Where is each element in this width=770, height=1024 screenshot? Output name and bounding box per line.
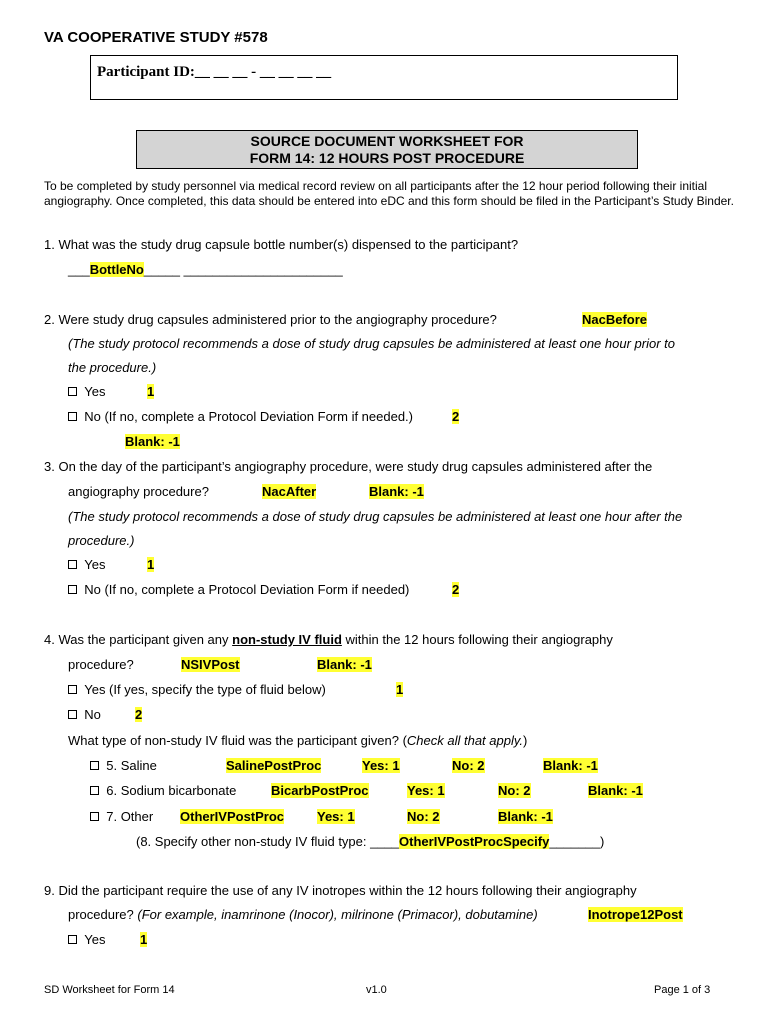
participant-id-label: Participant ID:__ __ __ - __ __ __ __: [97, 64, 332, 80]
q4-yes-code: 1: [396, 682, 404, 697]
q2-text: 2. Were study drug capsules administered prior to the angiography procedure?: [44, 312, 497, 327]
saline-field: SalinePostProc: [226, 758, 322, 773]
q3-option-yes: Yes: [68, 557, 105, 572]
other-yes: Yes: 1: [317, 809, 355, 824]
header-line-1: SOURCE DOCUMENT WORKSHEET FOR: [250, 133, 524, 149]
saline-yes: Yes: 1: [362, 758, 400, 773]
other-field: OtherIVPostProc: [180, 809, 285, 824]
checkbox[interactable]: [68, 387, 77, 396]
q3-no-code: 2: [452, 582, 460, 597]
q3-option-no: No (If no, complete a Protocol Deviation Form if needed): [68, 582, 409, 597]
other-specify-field: OtherIVPostProcSpecify: [399, 834, 550, 849]
q1-answer-line: ___BottleNo_____ ______________________: [68, 262, 343, 277]
checkbox[interactable]: [68, 585, 77, 594]
q3-yes-code: 1: [147, 557, 155, 572]
q2-note-line-1: (The study protocol recommends a dose of study drug capsules be administered at least one hour prior to: [68, 336, 675, 351]
worksheet-header: [136, 130, 638, 169]
q3-note-line-1: (The study protocol recommends a dose of study drug capsules be administered at least one hour after the: [68, 509, 683, 524]
q2-option-yes: Yes: [68, 384, 105, 399]
other-option: 7. Other: [90, 809, 153, 824]
q4-blank: Blank: -1: [317, 657, 372, 672]
q3-text-line-1: 3. On the day of the participant’s angiography procedure, were study drug capsules administered after the: [44, 459, 653, 474]
bicarb-yes: Yes: 1: [407, 783, 445, 798]
checkbox[interactable]: [68, 935, 77, 944]
bicarb-no: No: 2: [498, 783, 531, 798]
q3-note-line-2: procedure.): [68, 533, 135, 548]
footer-version: v1.0: [366, 984, 387, 996]
other-specify-line: (8. Specify other non-study IV fluid type: ____OtherIVPostProcSpecify_______): [136, 834, 605, 849]
saline-no: No: 2: [452, 758, 485, 773]
checkbox[interactable]: [90, 786, 99, 795]
checkbox[interactable]: [68, 560, 77, 569]
header-line-2: FORM 14: 12 HOURS POST PROCEDURE: [249, 150, 525, 166]
q3-blank: Blank: -1: [369, 484, 424, 499]
q2-field: NacBefore: [582, 312, 648, 327]
q1-text: 1. What was the study drug capsule bottle number(s) dispensed to the participant?: [44, 237, 519, 252]
footer-page-number: Page 1 of 3: [654, 984, 711, 996]
participant-id-box: [90, 55, 678, 100]
q9-yes-code: 1: [140, 932, 148, 947]
q9-option-yes: Yes: [68, 932, 105, 947]
q3-field: NacAfter: [262, 484, 317, 499]
q4-field: NSIVPost: [181, 657, 240, 672]
checkbox[interactable]: [68, 710, 77, 719]
q2-option-no: No (If no, complete a Protocol Deviation Form if needed.): [68, 409, 413, 424]
q4-sub-question: What type of non-study IV fluid was the participant given? (Check all that apply.): [68, 733, 528, 748]
q9-text-line-1: 9. Did the participant require the use of any IV inotropes within the 12 hours following their angiography: [44, 883, 637, 898]
saline-option: 5. Saline: [90, 758, 157, 773]
document-title: VA COOPERATIVE STUDY #578: [44, 29, 268, 46]
q4-option-no: No: [68, 707, 101, 722]
checkbox[interactable]: [68, 685, 77, 694]
bicarb-blank: Blank: -1: [588, 783, 643, 798]
q1-field: BottleNo: [89, 262, 144, 277]
intro-paragraph: To be completed by study personnel via medical record review on all participants after the 12 hour period following their initial angiography. Once completed, this data should be entered into eDC and this form should be filed in the Participant’s Study Binder.: [44, 179, 734, 208]
other-no: No: 2: [407, 809, 440, 824]
q2-no-code: 2: [452, 409, 460, 424]
checkbox[interactable]: [90, 761, 99, 770]
q3-text-line-2: angiography procedure?: [68, 484, 209, 499]
q4-option-yes: Yes (If yes, specify the type of fluid below): [68, 682, 326, 697]
q4-text-line-2: procedure?: [68, 657, 134, 672]
bicarb-option: 6. Sodium bicarbonate: [90, 783, 236, 798]
q2-yes-code: 1: [147, 384, 155, 399]
bicarb-field: BicarbPostProc: [271, 783, 369, 798]
q4-no-code: 2: [135, 707, 143, 722]
q4-text-line-1: 4. Was the participant given any non-study IV fluid within the 12 hours following their angiography: [44, 632, 613, 647]
checkbox[interactable]: [90, 812, 99, 821]
saline-blank: Blank: -1: [543, 758, 598, 773]
q9-text-line-2: procedure? (For example, inamrinone (Inocor), milrinone (Primacor), dobutamine): [68, 907, 538, 922]
checkbox[interactable]: [68, 412, 77, 421]
q9-field: Inotrope12Post: [588, 907, 683, 922]
footer-left: SD Worksheet for Form 14: [44, 984, 175, 996]
other-blank: Blank: -1: [498, 809, 553, 824]
q2-note-line-2: the procedure.): [68, 360, 157, 375]
q2-blank: Blank: -1: [125, 434, 180, 449]
